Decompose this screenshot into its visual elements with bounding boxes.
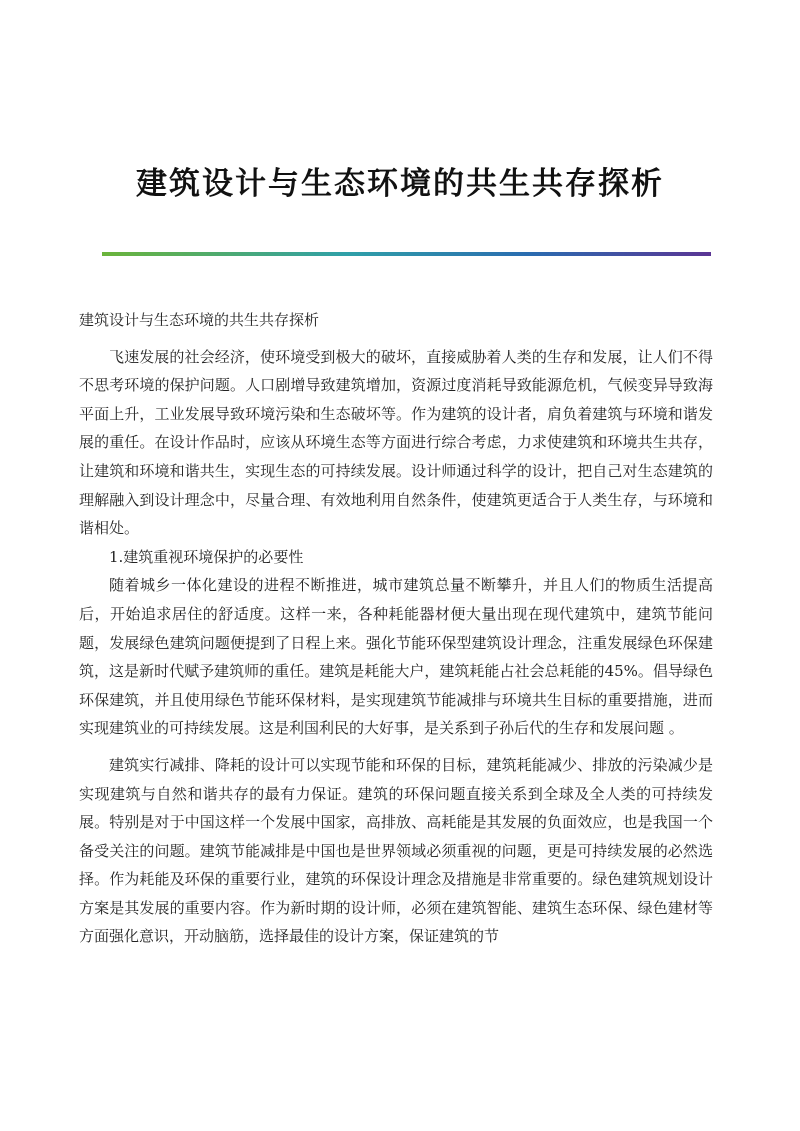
- paragraph-necessity: 随着城乡一体化建设的进程不断推进，城市建筑总量不断攀升，并且人们的物质生活提高后，开始追求居住的舒适度。这样一来，各种耗能器材便大量出现在现代建筑中，建筑节能问题，发展绿色建筑问题便提到了日程上来。强化节能环保型建筑设计理念，注重发展绿色环保建筑，这是新时代赋予建筑师的重任。建筑是耗能大户，建筑耗能占社会总耗能的45%。倡导绿色环保建筑，并且使用绿色节能环保材料，是实现建筑节能减排与环境共生目标的重要措施，进而实现建筑业的可持续发展。这是利国利民的大好事，是关系到子孙后代的生存和发展问题 。: [79, 576, 713, 738]
- document-title: 建筑设计与生态环境的共生共存探析: [136, 166, 664, 202]
- section-heading: 1.建筑重视环境保护的必要性: [109, 547, 304, 566]
- document-subtitle: 建筑设计与生态环境的共生共存探析: [79, 311, 320, 329]
- title-divider: [102, 252, 711, 256]
- paragraph-emission: 建筑实行减排、降耗的设计可以实现节能和环保的目标，建筑耗能减少、排放的污染减少是实现建筑与自然和谐共存的最有力保证。建筑的环保问题直接关系到全球及全人类的可持续发展。特别是对于中国这样一个发展中国家，高排放、高耗能是其发展的负面效应，也是我国一个备受关注的问题。建筑节能减排是中国也是世界领域必须重视的问题，更是可持续发展的必然选择。作为耗能及环保的重要行业，建筑的环保设计理念及措施是非常重要的。绿色建筑规划设计方案是其发展的重要内容。作为新时期的设计师，必须在建筑智能、建筑生态环保、绿色建材等方面强化意识，开动脑筋，选择最佳的设计方案，保证建筑的节: [79, 755, 713, 946]
- paragraph-intro: 飞速发展的社会经济，使环境受到极大的破坏，直接威胁着人类的生存和发展，让人们不得不思考环境的保护问题。人口剧增导致建筑增加，资源过度消耗导致能源危机，气候变异导致海平面上升，工业发展导致环境污染和生态破坏等。作为建筑的设计者，肩负着建筑与环境和谐发展的重任。在设计作品时，应该从环境生态等方面进行综合考虑，力求使建筑和环境共生共存，让建筑和环境和谐共生，实现生态的可持续发展。设计师通过科学的设计，把自己对生态建筑的理解融入到设计理念中，尽量合理、有效地利用自然条件，使建筑更适合于人类生存，与环境和谐相处。: [79, 347, 713, 538]
- document-body: [79, 306, 713, 951]
